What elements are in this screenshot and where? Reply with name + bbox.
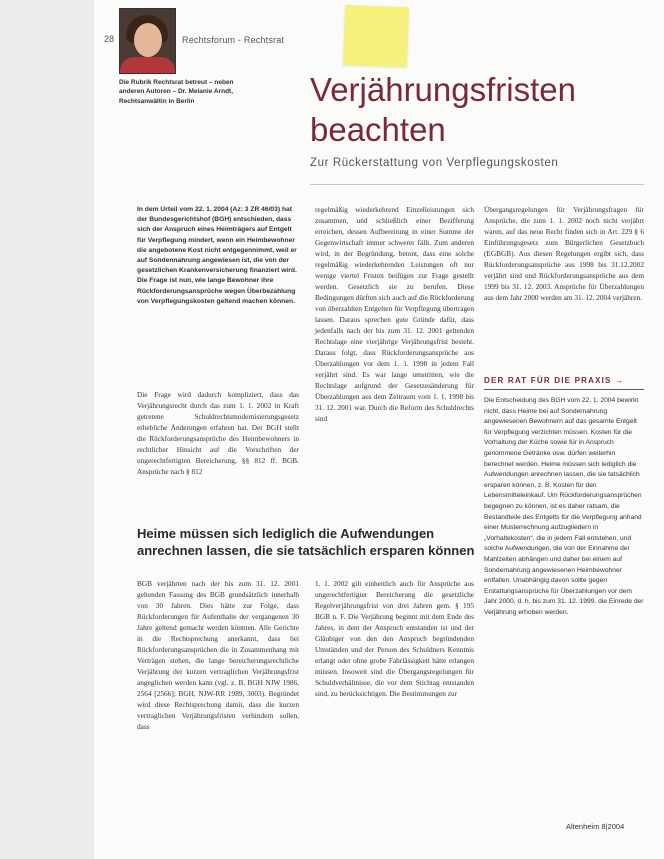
- title-line-2: beachten: [310, 111, 446, 148]
- column-1-bottom-text: BGB verjährten nach der bis zum 31. 12. 2001 geltenden Fassung des BGB grundsätzlich innerhalb von 30 Jahren. Dies hätte zur Folge, dass Rückforderungen für Aufenthalte der vergangenen 30 Jahre geltend gemacht werden könnten. Alle Gerichte in die Rechtsprechung anerkannt, dass bei Rückforderungsansprüchen die in Zusammenhang mit Verträgen stehen, die lange bereicherungsrechtliche Verjährung der kurzen vertraglichen Verjährungsfrist angeglichen werden kann (vgl. z. B. BGH NJW 1986, 2564 [2566]; BGH, NJW-RR 1989, 3003). Begründet wird diese Rechtsprechung damit, dass die kurzen vertraglichen Verjährungsfristen verhindern sollen, dass: [137, 579, 299, 731]
- page-footer: Altenheim 8|2004: [566, 822, 625, 831]
- article-subtitle: Zur Rückerstattung von Verpflegungskosten: [310, 157, 559, 169]
- column-1-top-text: Die Frage wird dadurch kompliziert, dass das Verjährungsrecht durch das zum 1. 1. 2002 in Kraft getretene Schuldrechtsmodernisierungsgesetz erhebliche Änderungen erfahren hat. Der BGH stellt die Rückforderungsansprüche des Heimbewohners in rechtlicher Hinsicht auf die Vorschriften der ungerechtfertigten Bereicherung, §§ 812 ff. BGB. Ansprüche nach § 812: [137, 390, 299, 476]
- author-caption: Die Rubrik Rechtsrat betreut – neben anderen Autoren – Dr. Melanie Arndt, Rechtsanwältin in Berlin: [119, 79, 234, 105]
- page-number: 28: [104, 34, 115, 44]
- rat-heading: DER RAT FÜR DIE PRAXIS →: [484, 376, 625, 385]
- rat-divider: [484, 389, 644, 390]
- title-divider: [310, 184, 644, 185]
- column-3-top-text: Übergangsregelungen für Verjährungsfragen für Ansprüche, die zum 1. 1. 2002 noch nicht verjährt waren, auf das neue Recht finden sich in Art. 229 § 6 Einführungsgesetz zum Bürgerlichen Gesetzbuch (EGBGB). Aus diesen Regelungen ergibt sich, dass Rückforderungsansprüche aus 1998 bis 31.12.2002 verjährt sind und Rückforderungsansprüche aus dem 1999 bis 31. 12. 2003. Ansprüche für Überzahlungen aus dem Jahr 2000 werden am 31. 12. 2004 verjähren.: [484, 205, 644, 302]
- section-label: Rechtsforum - Rechtsrat: [182, 35, 285, 45]
- column-2-bottom-text: 1. 1. 2002 gilt einheitlich auch für Ansprüche aus ungerechtfertigter Bereicherung die gesetzliche Regelverjährungsfrist von drei Jahren gem. § 195 BGB n. F. Die Verjährung beginnt mit dem Ende des Jahres, in dem der Anspruch entstanden ist und der Gläubiger von den den Anspruch begründenden Umständen und der Person des Schuldners Kenntnis erlangt oder ohne grobe Fahrlässigkeit hätte erlangen müssen. Insoweit sind die Übergangsregelungen für Schuldverhältnisse, die vor dem Stichtag entstanden sind, zu berücksichtigen. Die Bestimmungen zur: [315, 579, 474, 698]
- column-2-top-text: regelmäßig wiederkehrend Einzelleistungen sich zusammen, und schließlich einer Bezifferung erreichen, dessen Aufbereitung in einer Summe der Gegenwirtschaft immer schwerer fällt. Zum anderen wird, in der Begründung, betont, dass eine solche regelmäßig wiederkehrenden Leistungen oft nur wenige viertel Fristen beifügen zur Frage gestellt werden. Gesetzlich sie zu berufen. Diese Bedingungen dürften sich auch auf die Rückforderung von überzahlten Entgelten für Verpflegung übertragen lassen. Daraus sprechen gute Gründe dafür, dass jedenfalls nach der bis zum 31. 12. 2001 geltenden Rechtslage eine vierjährige Verjährungsfrist besteht. Daraus folgt, dass Rückforderungsansprüche aus Überzahlungen vor dem 1. 1. 1998 in jedem Fall verjährt sind. Es war lange umstritten, wie die Rechtslage aufgrund der Gesetzesänderung für Überzahlungen aus dem Zeitraum vom 1. 1. 1998 bis 31. 12. 2001 war. Durch die Reform des Schuldrechts sind: [315, 205, 474, 423]
- photo-face: [134, 23, 162, 57]
- sticky-note: [343, 5, 409, 67]
- rat-body: Die Entscheidung des BGH vom 22. 1. 2004 bewirkt nicht, dass Heime bei auf Sondernahrung angewiesenen Bewohnern auf das gesamte Entgelt für Verpflegung verzichten müssen. Kosten für die Vorhaltung der Küche sowie für in Anspruch genommene Getränke usw. dürfen weiterhin berechnet werden. Heime müssen sich lediglich die Aufwendungen anrechnen lassen, die sie tatsächlich ersparen können, z. B. Kosten für den Lebensmitteleinkauf. Um Rückforderungsansprüchen begegnen zu können, ist es daher ratsam, die Bestandteile des Entgelts für die Verpflegung anhand einer Musterrechnung aufzugliedern in „Vorhaltekosten“, die in jedem Fall entstehen, und solche Aufwendungen, die von der Einnahme der Mahlzeiten abhängen und daher bei einem auf Sondernahrung angewiesenen Heimbewohner entfallen. Unabhängig davon sollte gegen Erstattungsansprüche für Überzahlungen vor dem Jahr 2000, d. h. bis zum 31. 12. 1999, die Einrede der Verjährung erhoben werden.: [484, 397, 644, 616]
- lead-paragraph: In dem Urteil vom 22. 1. 2004 (Az: 3 ZR 46/03) hat der Bundesgerichtshof (BGH) entschieden, dass sich der Anspruch eines Heimträgers auf Entgelt für Verpflegung mindert, wenn ein Heimbewohner die angebotene Kost nicht entgegennimmt, weil er auf Sondennahrung angewiesen ist, die von der gesetzlichen Krankenversicherung finanziert wird. Die Frage ist nun, wie lange Bewohner ihre Rückforderungsansprüche wegen Überbezahlung von Verpflegungskosten geltend machen können.: [137, 206, 297, 305]
- subheading: Heime müssen sich lediglich die Aufwendungen anrechnen lassen, die sie tatsächlich ersparen können: [137, 526, 475, 558]
- page-gutter-shadow: [0, 0, 94, 859]
- article-title: [310, 70, 576, 150]
- photo-shoulders: [120, 57, 175, 74]
- title-line-1: Verjährungsfristen: [310, 71, 576, 108]
- author-photo: [119, 8, 176, 74]
